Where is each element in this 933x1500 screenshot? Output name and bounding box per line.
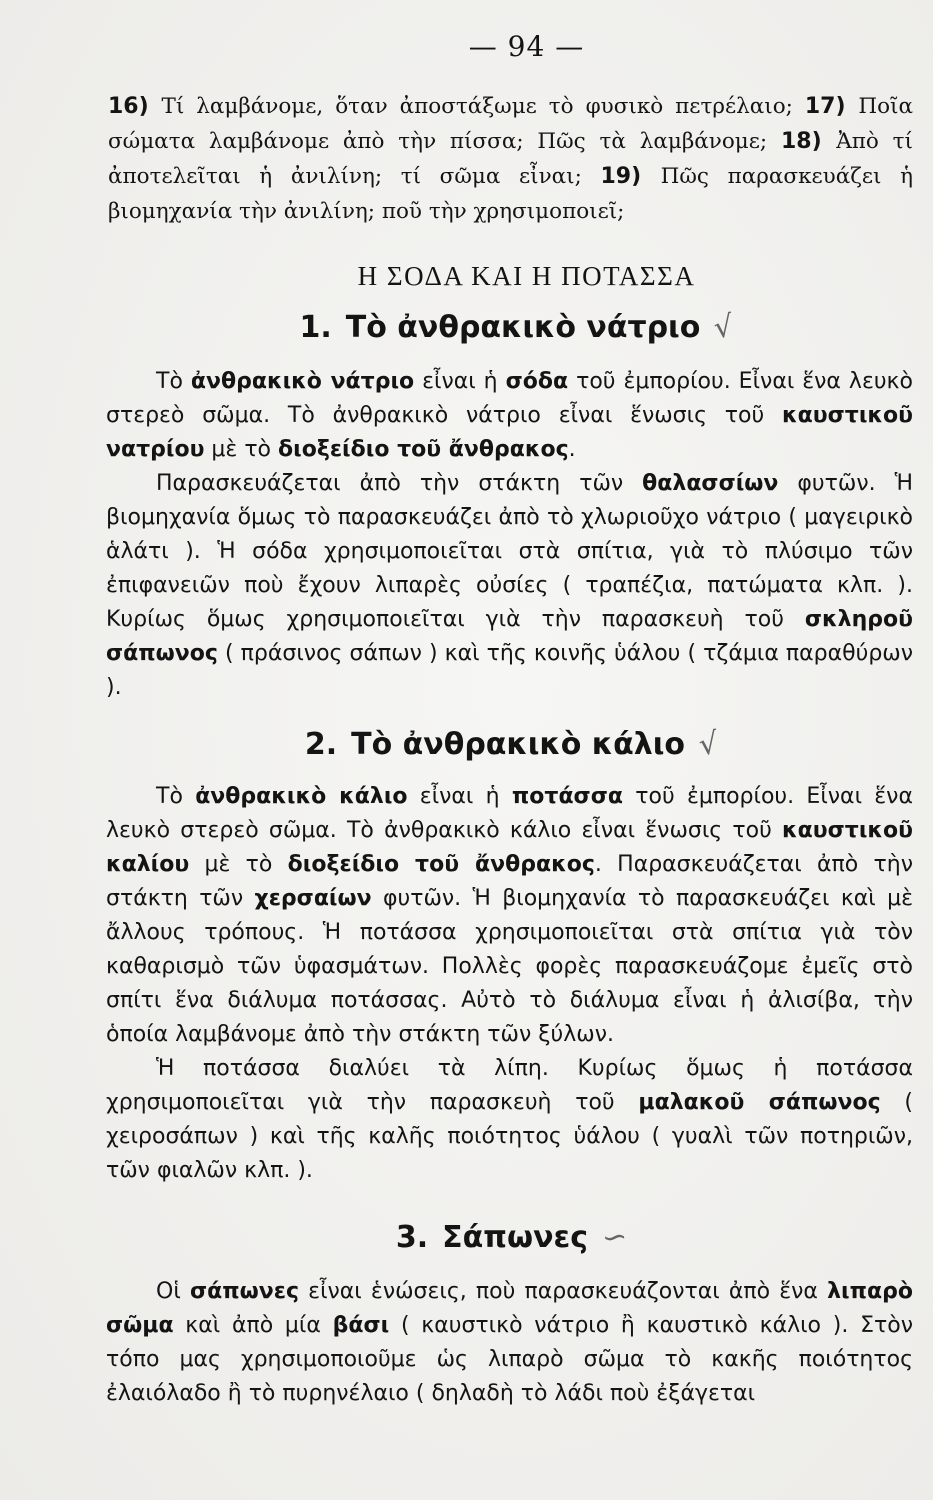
- text-run: εἶναι ἑνώσεις, ποὺ παρασκευάζονται ἀπὸ ἕνα: [299, 1279, 828, 1304]
- bold-term: σκληροῦ σάπωνος: [106, 607, 913, 666]
- text-run: .: [568, 437, 576, 462]
- question-text: Τί λαμβάνομε, ὅταν ἀποστάξωμε τὸ φυσικὸ πετρέλαιο;: [161, 94, 805, 119]
- bold-term: σάπωνες: [189, 1279, 299, 1304]
- text-run: καὶ ἀπὸ μία: [173, 1313, 333, 1338]
- text-run: ( καυστικὸ νάτριο ἢ καυστικὸ κάλιο ). Στὸν τόπο μας χρησιμοποιοῦμε ὡς λιπαρὸ σῶμα τὸ κακῆς ποιότητος ἐλαιόλαδο ἢ τὸ πυρηνέλαιο ( δηλαδὴ τὸ λάδι ποὺ ἐξάγεται: [106, 1313, 913, 1406]
- text-run: Οἱ: [156, 1279, 190, 1304]
- question-number: 16): [108, 94, 162, 119]
- bold-term: ἀνθρακικὸ κάλιο: [195, 784, 408, 809]
- bold-term: θαλασσίων: [642, 471, 779, 496]
- text-run: ( χειροσάπων ) καὶ τῆς καλῆς ποιότητος ὑάλου ( γυαλὶ τῶν ποτηριῶν, τῶν φιαλῶν κλπ. ).: [106, 1090, 914, 1183]
- bold-term: μαλακοῦ σάπωνος: [638, 1090, 881, 1115]
- text-run: Παρασκευάζεται ἀπὸ τὴν στάκτη τῶν: [156, 471, 643, 496]
- question-text: Ποῖα σώματα λαμβάνομε ἀπὸ τὴν πίσσα; Πῶς τὰ λαμβάνομε;: [108, 94, 913, 154]
- section-heading-soaps: [100, 1220, 913, 1255]
- handwritten-check-mark: √: [696, 725, 721, 764]
- page-number: — 94 —: [468, 30, 585, 63]
- section-title: Σάπωνες: [442, 1220, 588, 1255]
- bold-term: διοξείδιο τοῦ ἄνθρακος: [278, 437, 569, 462]
- section-body-sodium-carbonate: [100, 365, 913, 705]
- question-number: 18): [780, 129, 837, 154]
- text-run: φυτῶν. Ἡ βιομηχανία τὸ παρασκευάζει καὶ μὲ ἄλλους τρόπους. Ἡ ποτάσσα χρησιμοποιεῖται στὰ σπίτια γιὰ τὸν καθαρισμὸ τῶν ὑφασμάτων. Πολλὲς φορὲς παρασκευάζομε ἐμεῖς στὸ σπίτι ἕνα διάλυμα ποτάσσας. Αὐτὸ τὸ διάλυμα εἶναι ἡ ἀλισίβα, τὴν ὁποία λαμβάνομε ἀπὸ τὴν στάκτη τῶν ξύλων.: [106, 886, 913, 1047]
- bold-term: χερσαίων: [254, 886, 372, 911]
- text-run: εἶναι ἡ: [414, 369, 506, 394]
- section-title: Τὸ ἀνθρακικὸ κάλιο: [351, 727, 685, 762]
- review-questions: [108, 89, 913, 229]
- section-body-potassium-carbonate: [100, 780, 913, 1188]
- section-title: Τὸ ἀνθρακικὸ νάτριο: [345, 310, 701, 345]
- section-heading-sodium-carbonate: [100, 310, 913, 345]
- text-run: τοῦ ἐμπορίου. Εἶναι ἕνα λευκὸ στερεὸ σῶμα. Τὸ ἀνθρακικὸ κάλιο εἶναι ἕνωσις τοῦ: [106, 784, 913, 843]
- handwritten-mark: ∽: [599, 1218, 630, 1257]
- section-number: 2.: [304, 727, 338, 762]
- text-run: τοῦ ἐμπορίου. Εἶναι ἕνα λευκὸ στερεὸ σῶμα. Τὸ ἀνθρακικὸ νάτριο εἶναι ἕνωσις τοῦ: [106, 369, 913, 428]
- paragraph: [106, 780, 913, 1052]
- handwritten-check-mark: √: [712, 308, 736, 347]
- question-text: Ἀπὸ τί ἀποτελεῖται ἡ ἀνιλίνη; τί σῶμα εἶναι;: [108, 129, 913, 189]
- text-run: μὲ τὸ: [204, 437, 279, 462]
- bold-term: σόδα: [505, 369, 569, 394]
- bold-term: λιπαρὸ σῶμα: [106, 1279, 913, 1338]
- paragraph: [106, 365, 913, 467]
- section-body-soaps: [100, 1275, 913, 1411]
- paragraph: [106, 467, 913, 705]
- bold-term: ποτάσσα: [511, 784, 623, 809]
- text-run: εἶναι ἡ: [407, 784, 512, 809]
- bold-term: διοξείδιο τοῦ ἄνθρακος: [287, 852, 595, 877]
- bold-term: ἀνθρακικὸ νάτριο: [190, 369, 415, 394]
- paragraph: [106, 1052, 913, 1188]
- bold-term: καυστικοῦ νατρίου: [106, 403, 913, 462]
- bold-term: βάσι: [332, 1313, 390, 1338]
- section-number: 1.: [299, 310, 332, 345]
- section-number: 3.: [395, 1220, 429, 1255]
- text-run: Τὸ: [156, 369, 191, 394]
- paragraph: [106, 1275, 913, 1411]
- text-run: μὲ τὸ: [189, 852, 288, 877]
- text-run: φυτῶν. Ἡ βιομηχανία ὅμως τὸ παρασκευάζει ἀπὸ τὸ χλωριοῦχο νάτριο ( μαγειρικὸ ἁλάτι ). Ἡ σόδα χρησιμοποιεῖται στὰ σπίτια, γιὰ τὸ πλύσιμο τῶν ἐπιφανειῶν ποὺ ἔχουν λιπαρὲς οὐσίες ( τραπέζια, πατώματα κλπ. ). Κυρίως ὅμως χρησιμοποιεῖται γιὰ τὴν παρασκευὴ τοῦ: [106, 471, 913, 632]
- question-text: Πῶς παρασκευάζει ἡ βιομηχανία τὴν ἀνιλίνη; ποῦ τὴν χρησιμοποιεῖ;: [108, 164, 913, 224]
- chapter-title: Η ΣΟΔΑ ΚΑΙ Η ΠΟΤΑΣΣΑ: [357, 261, 696, 291]
- text-run: Ἡ ποτάσσα διαλύει τὰ λίπη. Κυρίως ὅμως ἡ ποτάσσα χρησιμοποιεῖται γιὰ τὴν παρασκευὴ τοῦ: [106, 1056, 913, 1115]
- text-run: Τὸ: [156, 784, 196, 809]
- question-number: 17): [804, 94, 859, 119]
- questions-paragraph: [108, 89, 913, 229]
- question-number: 19): [600, 164, 661, 189]
- text-run: ( πράσινος σάπων ) καὶ τῆς κοινῆς ὑάλου ( τζάμια παραθύρων ).: [106, 641, 913, 700]
- section-heading-potassium-carbonate: [100, 727, 913, 762]
- bold-term: καυστικοῦ καλίου: [106, 818, 913, 877]
- text-run: . Παρασκευάζεται ἀπὸ τὴν στάκτη τῶν: [106, 852, 913, 911]
